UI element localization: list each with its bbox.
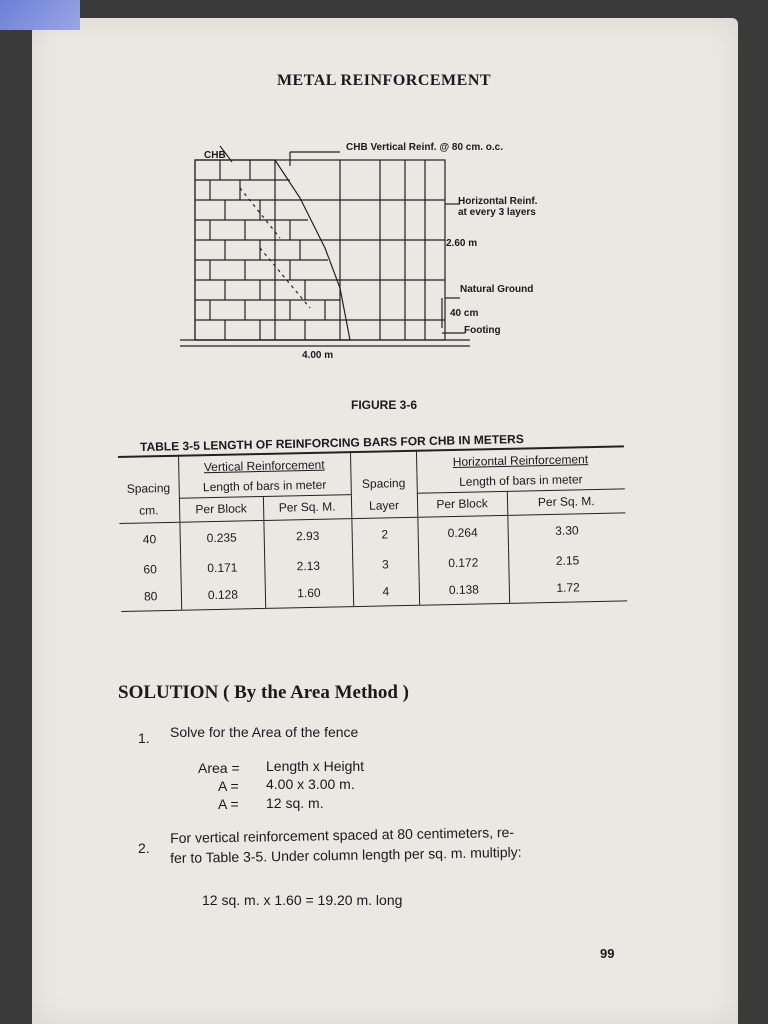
header-vertical-sub: Length of bars in meter [178, 474, 350, 498]
label-horizontal-reinf-2: at every 3 layers [458, 207, 536, 218]
page-number: 99 [600, 946, 615, 961]
header-spacing-layer-2: Layer [351, 493, 417, 518]
wall-outline [195, 160, 445, 340]
header-spacing-unit: cm. [139, 502, 159, 518]
header-per-sqm: Per Sq. M. [263, 494, 351, 520]
header-vertical: Vertical Reinforcement [178, 452, 350, 478]
label-vertical-reinf: CHB Vertical Reinf. @ 80 cm. o.c. [346, 142, 504, 153]
equation-2-rhs: 4.00 x 3.00 m. [266, 776, 355, 792]
header-horizontal: Horizontal Reinforcement [416, 446, 624, 472]
header-per-sqm-h: Per Sq. M. [507, 488, 625, 514]
table-row: 40 0.235 2.93 2 0.264 3.30 [119, 512, 626, 557]
label-length: 4.00 m [302, 350, 334, 361]
fence-diagram [180, 138, 560, 358]
label-footing: Footing [464, 325, 501, 336]
equation-2-lhs: A = [218, 778, 239, 794]
step-1-number: 1. [138, 730, 150, 746]
step-1-text: Solve for the Area of the fence [170, 724, 359, 740]
header-per-block-h: Per Block [417, 491, 507, 517]
table-row: 60 0.171 2.13 3 0.172 2.15 [120, 546, 626, 583]
equation-3-lhs: A = [218, 796, 239, 812]
label-horizontal-reinf-1: Horizontal Reinf. [458, 196, 538, 207]
label-height: 2.60 m [446, 238, 478, 249]
header-spacing-layer-1: Spacing [350, 473, 416, 494]
header-spacing: Spacing [126, 480, 171, 496]
calculation: 12 sq. m. x 1.60 = 19.20 m. long [202, 892, 403, 908]
equation-3-rhs: 12 sq. m. [266, 795, 324, 811]
label-natural-ground: Natural Ground [460, 284, 534, 295]
reinforcing-bars-table [118, 445, 627, 611]
background-corner [0, 0, 80, 30]
equation-1-lhs: Area = [198, 760, 240, 776]
header-horizontal-sub: Length of bars in meter [416, 468, 624, 492]
label-depth: 40 cm [450, 308, 479, 319]
step-2-number: 2. [138, 840, 150, 856]
equation-1-rhs: Length x Height [266, 758, 365, 774]
table-row: 80 0.128 1.60 4 0.138 1.72 [121, 572, 627, 611]
header-per-block: Per Block [179, 496, 263, 522]
page-title: METAL REINFORCEMENT [276, 72, 492, 89]
table-title: TABLE 3-5 LENGTH OF REINFORCING BARS FOR CHB IN METERS [139, 431, 524, 455]
label-chb: CHB [204, 150, 226, 161]
step-2-line-2: fer to Table 3-5. Under column length per sq. m. multiply: [170, 843, 522, 866]
step-2-line-1: For vertical reinforcement spaced at 80 centimeters, re- [170, 823, 515, 846]
solution-heading: SOLUTION ( By the Area Method ) [118, 682, 409, 703]
figure-caption: FIGURE 3-6 [350, 398, 417, 412]
